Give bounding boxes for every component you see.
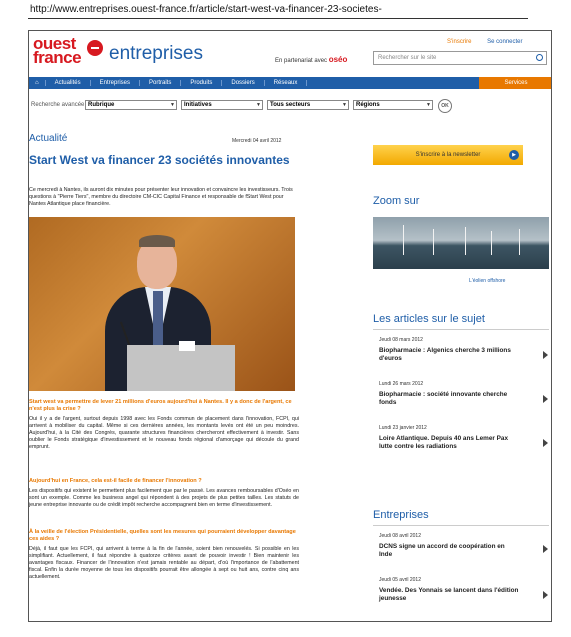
related-item[interactable]	[379, 425, 519, 451]
wind-turbine-icon	[491, 231, 492, 255]
company-item[interactable]	[379, 577, 519, 603]
zoom-image[interactable]	[373, 217, 549, 269]
related-item[interactable]	[379, 381, 519, 407]
zoom-caption[interactable]: L'éolien offshore	[469, 278, 506, 284]
article-title: Start West va financer 23 sociétés innovantes	[29, 153, 290, 167]
partner-logo[interactable]: oséo	[328, 55, 348, 64]
login-link[interactable]: Se connecter	[487, 39, 523, 45]
advanced-search-label: Recherche avancée	[31, 102, 85, 108]
zoom-title: Zoom sur	[373, 195, 420, 207]
related-divider	[373, 329, 549, 330]
chevron-right-icon[interactable]	[543, 545, 548, 553]
companies-divider	[373, 525, 549, 526]
companies-title: Entreprises	[373, 509, 429, 521]
arrow-right-icon: ▶	[509, 150, 519, 160]
wind-turbine-icon	[465, 227, 466, 255]
article-date: Mercredi 04 avril 2012	[232, 138, 282, 144]
account-links	[447, 39, 523, 45]
page-url: http://www.entreprises.ouest-france.fr/article/start-west-va-financer-23-societes-	[30, 4, 382, 15]
url-divider	[28, 18, 528, 19]
partner-text: En partenariat avec	[275, 58, 328, 64]
nav-item-entreprises[interactable]: Entreprises	[91, 80, 140, 86]
company-date: Jeudi 05 avril 2012	[379, 577, 421, 583]
nav-item-produits[interactable]: Produits	[181, 80, 222, 86]
related-title: Les articles sur le sujet	[373, 313, 485, 325]
chevron-right-icon[interactable]	[543, 591, 548, 599]
select-rubrique[interactable]: Rubrique ▼	[85, 100, 177, 110]
answer-2: Les dispositifs qui existent le permettent plus facilement que par le passé. Les avances remboursables d'Oséo en sont un exemple. Comme les business angel qui répondent à des projets de plus petites tailles. Les statuts de jeune entreprise innovante ou de crédit impôt recherche accompagnent bien en terme d'investissement.	[29, 488, 299, 508]
main-nav	[29, 77, 552, 89]
related-date: Jeudi 08 mars 2012	[379, 337, 423, 343]
answer-3: Déjà, il faut que les FCPI, qui arrivent à terme à la fin de l'année, soient bien renouvelés. Si possible en les simplifiant. Actuellement, il faut répondre à quatorze critères avant de pouvoir investir ! Bien maintenir les avantages fiscaux. Financer de l'innovation n'est jamais rentable au départ, d'où l'importance de l'abattement fiscal. Enfin la durée moyenne de tous les dispositifs pourrait être allongée à sept ou huit ans, contre cinq ans actuellement.	[29, 546, 299, 580]
web-page	[28, 30, 552, 622]
photo-podium	[127, 345, 235, 391]
chevron-right-icon[interactable]	[543, 395, 548, 403]
section-title: Actualité	[29, 133, 68, 144]
services-button[interactable]: Services	[479, 77, 552, 89]
logo-circle-icon	[87, 40, 103, 56]
photo-hair	[139, 235, 175, 247]
signup-link[interactable]: S'inscrire	[447, 39, 472, 45]
select-regions[interactable]: Régions ▼	[353, 100, 433, 110]
search-input[interactable]	[373, 51, 547, 65]
question-1: Start west va permettre de lever 21 millions d'euros aujourd'hui à Nantes. Il y a donc de l'argent, ce n'est plus la crise ?	[29, 399, 292, 412]
photo-podium-logo	[179, 341, 195, 351]
chevron-right-icon[interactable]	[543, 351, 548, 359]
chevron-right-icon[interactable]	[543, 439, 548, 447]
site-logo[interactable]	[33, 34, 82, 67]
related-date: Lundi 23 janvier 2012	[379, 425, 427, 431]
nav-item-actualites[interactable]: Actualités	[46, 80, 91, 86]
logo-line2: france	[33, 48, 82, 67]
advanced-search	[29, 99, 552, 113]
wind-turbine-icon	[433, 229, 434, 255]
related-headline: Loire Atlantique. Depuis 40 ans Lemer Pax lutte contre les radiations	[379, 435, 509, 450]
question-3: À la veille de l'élection Présidentielle, quelles sont les mesures qui pourraient développer davantage ces aides ?	[29, 529, 296, 542]
logo-product[interactable]: entreprises	[109, 43, 203, 64]
nav-item-reseaux[interactable]: Réseaux	[265, 80, 308, 86]
nav-item-dossiers[interactable]: Dossiers	[222, 80, 264, 86]
site-header	[29, 31, 552, 75]
nav-item-portraits[interactable]: Portraits	[140, 80, 181, 86]
company-date: Jeudi 08 avril 2012	[379, 533, 421, 539]
ok-button[interactable]: OK	[438, 99, 452, 113]
related-headline: Biopharmacie : société innovante cherche fonds	[379, 391, 508, 406]
article-photo	[29, 217, 295, 391]
company-headline: DCNS signe un accord de coopération en Inde	[379, 543, 505, 558]
newsletter-button[interactable]	[373, 145, 523, 165]
wind-turbine-icon	[403, 225, 404, 255]
newsletter-label: S'inscrire à la newsletter	[415, 152, 481, 158]
partner-line	[275, 55, 347, 64]
related-item[interactable]	[379, 337, 519, 363]
wind-turbine-icon	[519, 229, 520, 255]
company-item[interactable]	[379, 533, 519, 559]
article-intro: Ce mercredi à Nantes, ils auront dix minutes pour présenter leur innovation et convaincre les investisseurs. Trois questions à "Pierre Tiers", membre du directoire CM-CIC Capital Finance et responsable de fStart West pour Nantes Atlantique place financière.	[29, 187, 293, 207]
related-headline: Biopharmacie : Algenics cherche 3 millions d'euros	[379, 347, 511, 362]
question-2: Aujourd'hui en France, cela est-il facile de financer l'innovation ?	[29, 478, 202, 484]
select-initiatives[interactable]: Initiatives ▼	[181, 100, 263, 110]
home-icon[interactable]: ⌂	[29, 80, 46, 86]
related-date: Lundi 26 mars 2012	[379, 381, 424, 387]
photo-tie	[153, 291, 163, 345]
company-headline: Vendée. Des Yonnais se lancent dans l'édition jeunesse	[379, 587, 519, 602]
select-secteurs[interactable]: Tous secteurs ▼	[267, 100, 349, 110]
answer-1: Oui il y a de l'argent, surtout depuis 1998 avec les Fonds commun de placement dans l'innovation, FCPI, qui arrivent à mobiliser du capital. Même si ces dernières années, les montants levés ont été un peu moindres. Aujourd'hui, à la Cité des Congrès, quarante structures financières chercheront effectivement à investir. Sans oublier le Fonds stratégique d'investissement et le nouveau fonds régional d'amorçage qui découle du grand emprunt.	[29, 416, 299, 450]
logo-line1: ouest	[33, 34, 76, 53]
search-icon[interactable]	[536, 54, 543, 61]
search-placeholder: Rechercher sur le site	[378, 55, 437, 61]
